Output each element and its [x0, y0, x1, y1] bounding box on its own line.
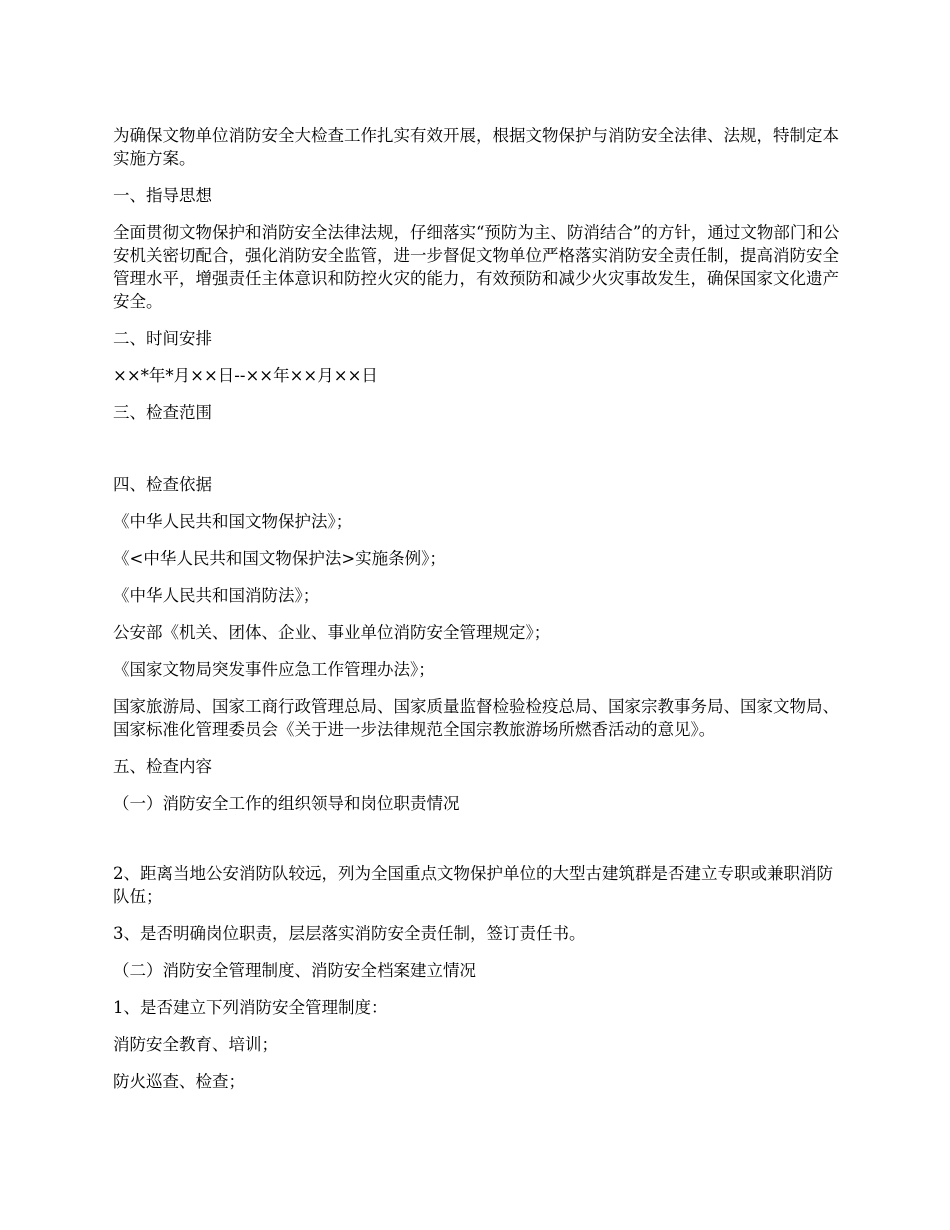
basis-item: 《中华人民共和国消防法》； — [113, 586, 320, 605]
basis-item: 《国家文物局突发事件应急工作管理办法》； — [113, 660, 435, 679]
content-item: 2、距离当地公安消防队较远，列为全国重点文物保护单位的大型古建筑群是否建立专职或兼职消防队伍； — [113, 864, 833, 906]
schedule-paragraph: ××*年*月××日--××年××月××日 — [113, 366, 378, 385]
document-body — [113, 124, 843, 1107]
content-item: 防火巡查、检查； — [113, 1072, 245, 1091]
subsection-heading-management: （二）消防安全管理制度、消防安全档案建立情况 — [113, 961, 476, 980]
section-heading-basis: 四、检查依据 — [113, 475, 212, 494]
section-heading-scope: 三、检查范围 — [113, 403, 212, 422]
content-item: 1、是否建立下列消防安全管理制度： — [113, 998, 388, 1017]
subsection-heading-organization: （一）消防安全工作的组织领导和岗位职责情况 — [113, 794, 460, 813]
intro-paragraph: 为确保文物单位消防安全大检查工作扎实有效开展，根据文物保护与消防安全法律、法规，特制定本实施方案。 — [113, 126, 839, 168]
guiding-ideology-paragraph: 全面贯彻文物保护和消防安全法律法规，仔细落实“预防为主、防消结合”的方针，通过文物部门和公安机关密切配合，强化消防安全监管，进一步督促文物单位严格落实消防安全责任制，提高消防安全管理水平，增强责任主体意识和防控火灾的能力，有效预防和减少火灾事故发生，确保国家文化遗产安全。 — [113, 223, 840, 311]
basis-item: 《<中华人民共和国文物保护法>实施条例》； — [113, 549, 446, 568]
basis-item: 国家旅游局、国家工商行政管理总局、国家质量监督检验检疫总局、国家宗教事务局、国家文物局、国家标准化管理委员会《关于进一步法律规范全国宗教旅游场所燃香活动的意见》。 — [113, 697, 839, 739]
section-heading-content: 五、检查内容 — [113, 757, 212, 776]
content-item: 3、是否明确岗位职责，层层落实消防安全责任制，签订责任书。 — [113, 924, 586, 943]
basis-item: 《中华人民共和国文物保护法》； — [113, 512, 353, 531]
section-heading-schedule: 二、时间安排 — [113, 329, 212, 348]
section-heading-guiding-ideology: 一、指导思想 — [113, 186, 212, 205]
content-item: 消防安全教育、培训； — [113, 1035, 278, 1054]
basis-item: 公安部《机关、团体、企业、事业单位消防安全管理规定》； — [113, 623, 551, 642]
